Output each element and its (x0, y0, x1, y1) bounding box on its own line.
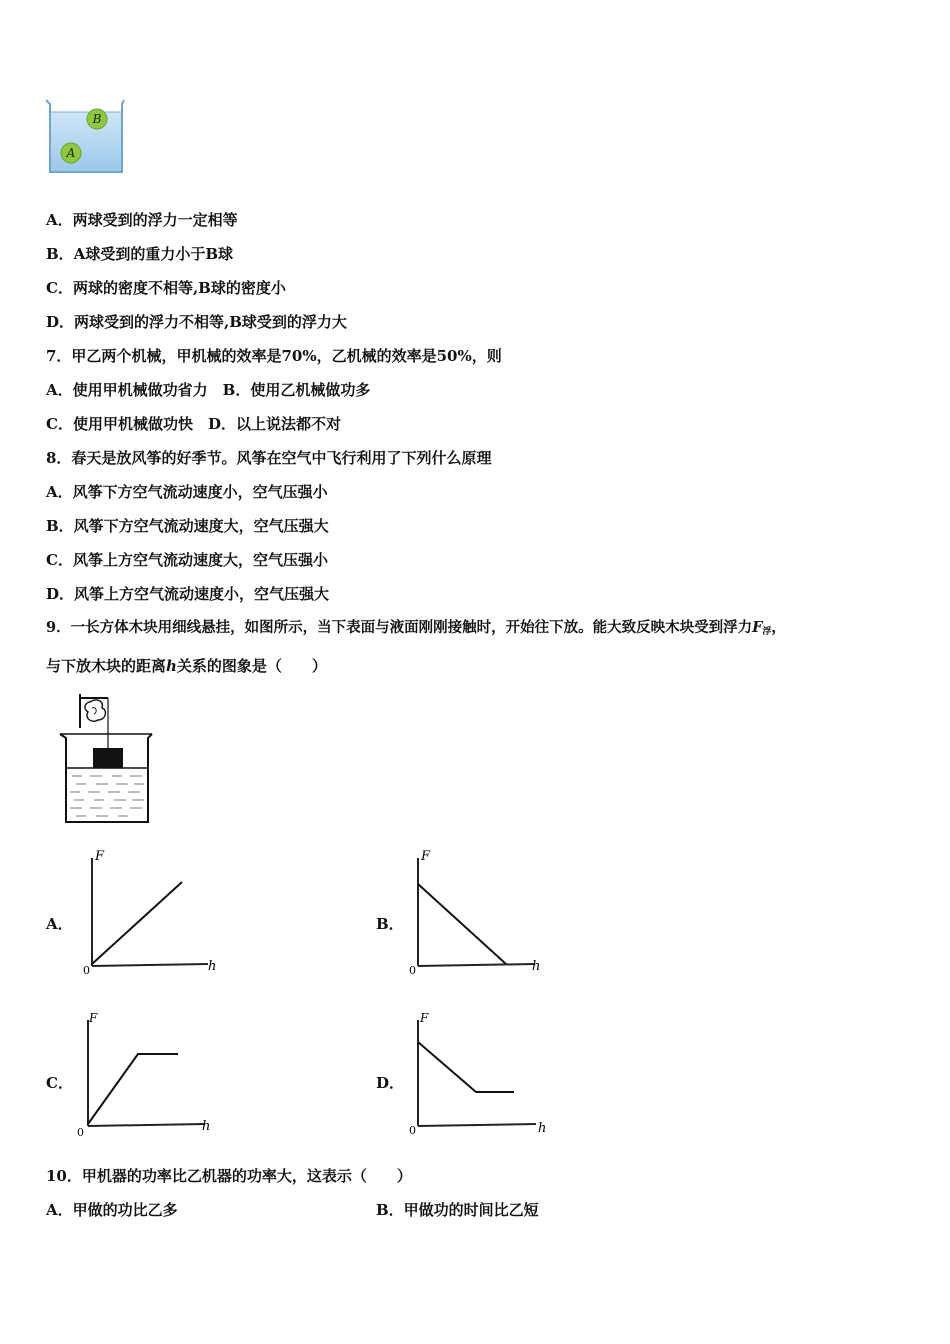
q10-option-a: A．甲做的功比乙多 (46, 1201, 178, 1219)
q7-stem: 7．甲乙两个机械，甲机械的效率是70%，乙机械的效率是50%，则 (46, 347, 502, 365)
graph-c-x-label: h (202, 1119, 211, 1134)
graph-b (406, 848, 546, 978)
graph-d-x-label: h (538, 1121, 547, 1136)
q9-option-c-label: C． (46, 1074, 73, 1092)
graph-d-origin: 0 (409, 1124, 416, 1137)
q9-stem-f: F (752, 619, 763, 636)
graph-b-y-label: F (421, 849, 431, 864)
q7-options-row2: C．使用甲机械做功快 D．以上说法都不对 (46, 415, 341, 433)
water-fill (51, 112, 121, 171)
q6-option-c: C．两球的密度不相等,B球的密度小 (46, 279, 286, 297)
graph-a (80, 848, 220, 978)
q8-option-d: D．风筝上方空气流动速度小，空气压强大 (46, 585, 330, 603)
q9-option-d-label: D． (376, 1074, 405, 1092)
graph-b-x-label: h (532, 959, 541, 974)
ball-b-label: B (92, 112, 102, 126)
q6-option-a: A．两球受到的浮力一定相等 (46, 211, 238, 229)
q9-stem-sub: 浮 (762, 627, 772, 637)
q8-option-c: C．风筝上方空气流动速度大，空气压强小 (46, 551, 328, 569)
q9-stem-h: h (166, 657, 177, 675)
graph-c-origin: 0 (77, 1126, 84, 1139)
graph-b-origin: 0 (409, 964, 416, 977)
graph-d-curve (418, 1042, 514, 1092)
q9-option-a-label: A． (46, 915, 73, 933)
graph-c-curve (88, 1054, 178, 1124)
q6-option-d: D．两球受到的浮力不相等,B球受到的浮力大 (46, 313, 347, 331)
q7-options-row1: A．使用甲机械做功省力 B．使用乙机械做功多 (46, 381, 371, 399)
graph-a-origin: 0 (83, 964, 90, 977)
q9-stem-tail: ， (771, 619, 786, 636)
q8-option-b: B．风筝下方空气流动速度大，空气压强大 (46, 517, 329, 535)
q9-option-b-label: B． (376, 915, 404, 933)
q9-stem-line1 (46, 618, 786, 642)
q8-stem: 8．春天是放风筝的好季节。风筝在空气中飞行利用了下列什么原理 (46, 449, 492, 467)
graph-a-x-label: h (208, 959, 217, 974)
graph-c-y-label: F (89, 1011, 98, 1025)
graph-a-curve (92, 882, 182, 964)
q8-option-a: A．风筝下方空气流动速度小，空气压强小 (46, 483, 328, 501)
q9-stem-line2 (46, 656, 327, 676)
q6-option-b: B．A球受到的重力小于B球 (46, 245, 233, 263)
q10-option-b: B．甲做功的时间比乙短 (376, 1201, 539, 1219)
graph-b-curve (418, 884, 506, 964)
graph-d (406, 1008, 552, 1140)
graph-d-y-label: F (420, 1011, 429, 1025)
graph-c (76, 1008, 216, 1140)
graph-a-y-label: F (95, 849, 105, 864)
beaker-figure (44, 98, 126, 178)
q10-stem: 10．甲机器的功率比乙机器的功率大，这表示（ ） (46, 1167, 412, 1185)
q9-stem-l2b: 关系的图象是（ ） (176, 657, 327, 675)
hanging-block-figure (56, 694, 156, 826)
q9-stem-text: 9．一长方体木块用细线悬挂，如图所示，当下表面与液面刚刚接触时，开始往下放。能大致反映木块受到浮力 (46, 619, 753, 636)
wood-block (93, 748, 123, 768)
ball-a-label: A (66, 146, 76, 160)
q9-stem-l2a: 与下放木块的距离 (46, 657, 167, 675)
